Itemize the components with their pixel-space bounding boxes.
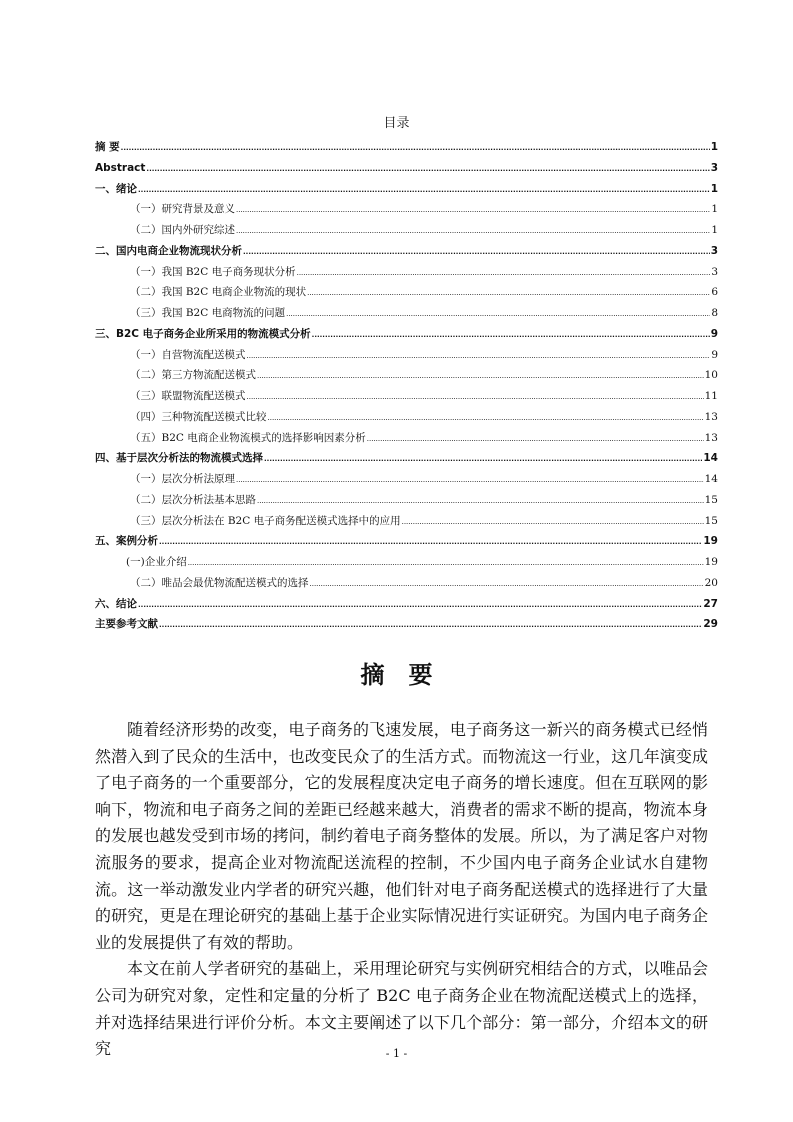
toc-leader-dots	[236, 200, 710, 221]
toc-entry-title: （一）自营物流配送模式	[130, 348, 246, 361]
toc-entry-title: Abstract	[95, 161, 146, 174]
toc-entry[interactable]	[95, 179, 718, 200]
toc-leader-dots	[247, 346, 711, 367]
toc-leader-dots	[121, 138, 710, 159]
toc-leader-dots	[247, 387, 704, 408]
toc-entry-page: 1	[711, 224, 718, 236]
toc-leader-dots	[307, 283, 710, 304]
toc-entry[interactable]	[95, 511, 718, 532]
toc-entry[interactable]	[95, 386, 718, 407]
toc-entry[interactable]	[95, 199, 718, 220]
toc-entry[interactable]	[95, 573, 718, 594]
toc-entry-title: （二）层次分析法基本思路	[130, 493, 256, 506]
toc-leader-dots	[297, 263, 711, 284]
toc-leader-dots	[257, 491, 704, 512]
toc-entry-title: 五、案例分析	[95, 535, 158, 548]
abstract-heading: 摘要	[360, 661, 457, 689]
toc-entry-title: 主要参考文献	[95, 618, 158, 631]
toc-leader-dots	[243, 242, 710, 263]
toc-entry[interactable]	[95, 262, 718, 283]
toc-entry-title: （一）层次分析法原理	[130, 473, 235, 485]
toc-entry-title: （五）B2C 电商企业物流模式的选择影响因素分析	[130, 431, 366, 444]
toc-entry-title: 二、国内电商企业物流现状分析	[95, 244, 242, 257]
toc-entry-title: 六、结论	[95, 597, 137, 610]
toc-entry-page: 8	[711, 307, 718, 319]
toc-entry[interactable]	[95, 614, 718, 635]
abstract-paragraph: 本文在前人学者研究的基础上，采用理论研究与实例研究相结合的方式，以唯品会公司为研究对象，定性和定量的分析了 B2C 电子商务企业在物流配送模式上的选择，并对选择结果进行评价分析。本文主要阐述了以下几个部分：第一部分，介绍本文的研究	[95, 959, 708, 1059]
toc-entry-page: 13	[704, 431, 718, 444]
toc-entry-title: （四）三种物流配送模式比较	[130, 410, 267, 423]
toc-entry[interactable]	[95, 158, 718, 179]
toc-entry-title: （三）联盟物流配送模式	[130, 390, 246, 402]
toc-entry-page: 3	[710, 161, 718, 174]
toc-entry-page: 1	[711, 203, 718, 216]
toc-leader-dots	[159, 532, 702, 553]
toc-entry-title: （一）我国 B2C 电子商务现状分析	[130, 265, 296, 278]
toc-leader-dots	[310, 574, 704, 595]
toc-leader-dots	[138, 595, 702, 616]
toc-entry-title: （三）我国 B2C 电商物流的问题	[130, 307, 286, 319]
toc-entry-page: 14	[704, 473, 718, 485]
toc-entry-page: 15	[704, 514, 718, 527]
toc-leader-dots	[138, 180, 710, 201]
toc-leader-dots	[312, 325, 710, 346]
toc-entry[interactable]	[95, 469, 718, 490]
toc-entry[interactable]	[95, 531, 718, 552]
toc-leader-dots	[159, 615, 702, 636]
toc-entry-page: 29	[703, 618, 718, 631]
toc-entry-page: 13	[704, 410, 718, 423]
abstract-paragraph: 随着经济形势的改变，电子商务的飞速发展，电子商务这一新兴的商务模式已经悄然潜入到了民众的生活中，也改变民众了的生活方式。而物流这一行业，这几年演变成了电子商务的一个重要部分，它的发展程度决定电子商务的增长速度。但在互联网的影响下，物流和电子商务之间的差距已经越来越大，消费者的需求不断的提高，物流本身的发展也越发受到市场的拷问，制约着电子商务整体的发展。所以，为了满足客户对物流服务的要求，提高企业对物流配送流程的控制，不少国内电子商务企业试水自建物流。这一举动激发业内学者的研究兴趣，他们针对电子商务配送模式的选择进行了大量的研究，更是在理论研究的基础上基于企业实际情况进行实证研究。为国内电子商务企业的发展提供了有效的帮助。	[95, 720, 708, 952]
toc-entry-title: （一）研究背景及意义	[130, 203, 235, 216]
toc-entry-page: 14	[703, 452, 718, 465]
toc-entry-title: 三、B2C 电子商务企业所采用的物流模式分析	[95, 327, 311, 340]
toc-entry-title: （二）唯品会最优物流配送模式的选择	[130, 576, 309, 589]
toc-entry-page: 1	[710, 182, 718, 195]
toc-entry-page: 27	[703, 597, 718, 610]
toc-entry-title: (一)企业介绍	[126, 556, 187, 568]
toc-entry[interactable]	[95, 407, 718, 428]
toc-entry-page: 9	[710, 327, 718, 340]
toc-leader-dots	[402, 512, 704, 533]
toc-entry[interactable]	[95, 365, 718, 386]
toc-entry-page: 10	[704, 369, 718, 382]
toc-entry-title: （二）国内外研究综述	[130, 224, 235, 236]
abstract-body	[95, 717, 708, 1063]
page-number: - 1 -	[385, 1047, 408, 1060]
toc-entry[interactable]	[95, 345, 718, 366]
toc-entry-title: （二）我国 B2C 电商企业物流的现状	[130, 286, 307, 299]
toc-entry[interactable]	[95, 137, 718, 158]
toc-entry[interactable]	[95, 303, 718, 324]
toc-leader-dots	[367, 429, 704, 450]
toc-entry-page: 6	[711, 286, 718, 299]
toc-entry[interactable]	[95, 241, 718, 262]
toc-entry-title: 一、绪论	[95, 182, 137, 195]
toc-leader-dots	[286, 304, 710, 325]
toc-leader-dots	[236, 221, 710, 242]
toc-leader-dots	[146, 159, 709, 180]
toc-entry-page: 1	[710, 141, 718, 153]
toc-leader-dots	[236, 470, 704, 491]
toc-entry[interactable]	[95, 490, 718, 511]
table-of-contents	[95, 137, 718, 635]
toc-leader-dots	[188, 553, 704, 574]
toc-entry[interactable]	[95, 594, 718, 615]
toc-title: 目录	[383, 116, 410, 131]
toc-entry[interactable]	[95, 428, 718, 449]
toc-entry-title: 摘 要	[95, 141, 120, 153]
toc-leader-dots	[268, 408, 704, 429]
toc-entry-page: 11	[704, 390, 718, 402]
toc-entry[interactable]	[95, 282, 718, 303]
toc-entry[interactable]	[95, 448, 718, 469]
toc-entry-page: 19	[703, 535, 718, 548]
toc-entry[interactable]	[95, 324, 718, 345]
toc-entry-page: 9	[711, 348, 718, 361]
toc-leader-dots	[264, 449, 702, 470]
toc-entry-page: 19	[704, 556, 718, 568]
toc-leader-dots	[257, 366, 704, 387]
toc-entry-title: （二）第三方物流配送模式	[130, 369, 256, 382]
toc-entry-page: 3	[711, 265, 718, 278]
toc-entry[interactable]	[95, 220, 718, 241]
toc-entry[interactable]	[95, 552, 718, 573]
toc-entry-page: 20	[704, 576, 718, 589]
toc-entry-page: 3	[710, 244, 718, 257]
toc-entry-title: （三）层次分析法在 B2C 电子商务配送模式选择中的应用	[130, 514, 401, 527]
toc-entry-page: 15	[704, 493, 718, 506]
toc-entry-title: 四、基于层次分析法的物流模式选择	[95, 452, 263, 465]
